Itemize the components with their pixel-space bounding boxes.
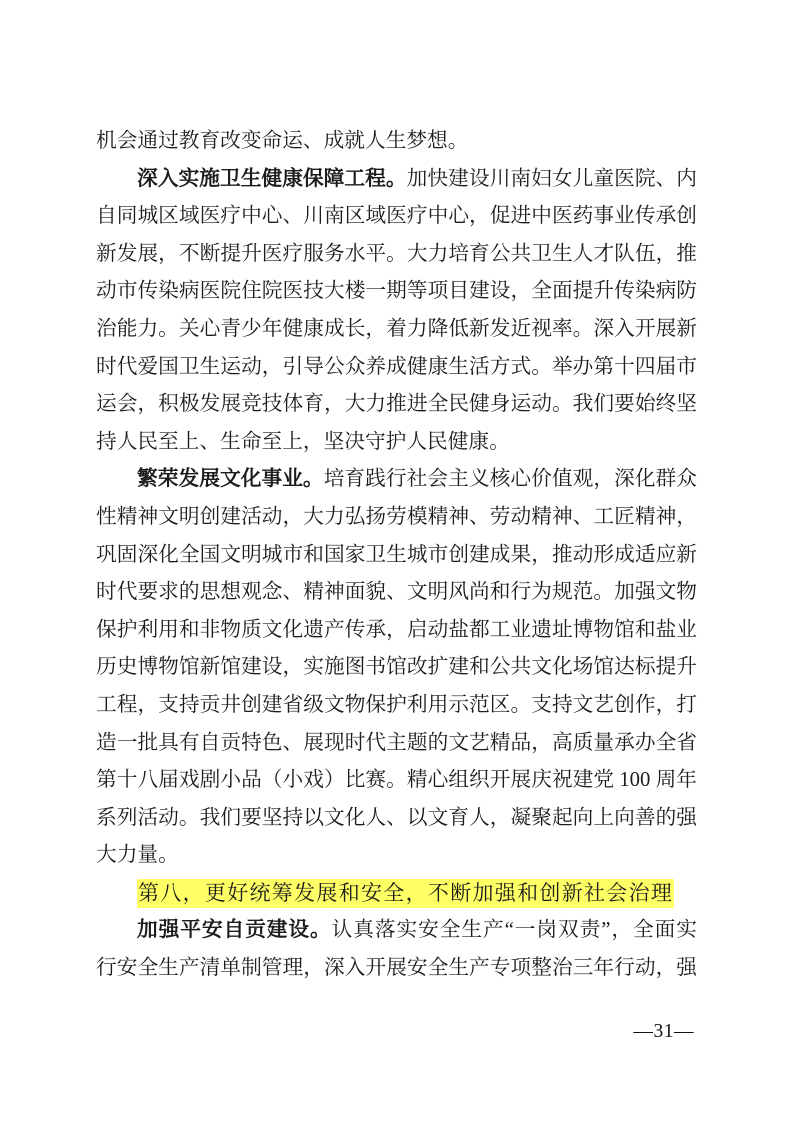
body-text: 行安全生产清单制管理，深入开展安全生产专项整治三年行动，强 — [96, 957, 697, 980]
body-text: 治能力。关心青少年健康成长，着力降低新发近视率。深入开展新 — [96, 317, 697, 340]
section-heading-line — [96, 875, 697, 913]
text-line — [96, 762, 697, 800]
text-line — [96, 311, 697, 349]
body-text: 时代要求的思想观念、精神面貌、文明风尚和行为规范。加强文物 — [96, 581, 697, 604]
text-line — [96, 612, 697, 650]
text-line — [96, 687, 697, 725]
body-text: 机会通过教育改变命运、成就人生梦想。 — [96, 130, 469, 152]
body-text: 保护利用和非物质文化遗产传承，启动盐都工业遗址博物馆和盐业 — [96, 618, 697, 641]
text-line — [96, 574, 697, 612]
text-line — [96, 725, 697, 763]
text-line — [96, 649, 697, 687]
text-line — [96, 837, 697, 875]
document-body — [96, 123, 697, 988]
body-text: 造一批具有自贡特色、展现时代主题的文艺精品，高质量承办全省 — [96, 731, 697, 754]
text-line — [96, 161, 697, 199]
body-text: 培育践行社会主义核心价值观，深化群众 — [323, 468, 697, 491]
page-number: —31— — [633, 1021, 694, 1042]
text-line — [96, 236, 697, 274]
text-line — [96, 499, 697, 537]
text-line — [96, 950, 697, 988]
body-text: 时代爱国卫生运动，引导公众养成健康生活方式。举办第十四届市 — [96, 355, 697, 378]
text-line — [96, 198, 697, 236]
body-text: 运会，积极发展竞技体育，大力推进全民健身运动。我们要始终坚 — [96, 393, 697, 416]
body-text: 持人民至上、生命至上，坚决守护人民健康。 — [96, 430, 510, 453]
text-line — [96, 273, 697, 311]
body-text: 工程，支持贡井创建省级文物保护利用示范区。支持文艺创作，打 — [96, 693, 697, 716]
body-text: 认真落实安全生产“一岗双责”，全面实 — [331, 919, 697, 942]
body-text: 性精神文明创建活动，大力弘扬劳模精神、劳动精神、工匠精神， — [96, 505, 697, 528]
text-line — [96, 349, 697, 387]
body-text: 加快建设川南妇女儿童医院、内 — [406, 167, 697, 190]
body-text: 新发展，不断提升医疗服务水平。大力培育公共卫生人才队伍，推 — [96, 242, 697, 265]
body-text: 大力量。 — [96, 844, 179, 867]
text-line — [96, 424, 697, 462]
text-line — [96, 123, 697, 161]
body-text: 巩固深化全国文明城市和国家卫生城市创建成果，推动形成适应新 — [96, 543, 697, 566]
highlighted-heading-text: 第八，更好统筹发展和安全，不断加强和创新社会治理 — [137, 879, 674, 908]
body-text: 历史博物馆新馆建设，实施图书馆改扩建和公共文化场馆达标提升 — [96, 656, 697, 679]
text-line — [96, 461, 697, 499]
text-line — [96, 386, 697, 424]
bold-lead-text: 繁荣发展文化事业。 — [137, 468, 324, 491]
text-line — [96, 912, 697, 950]
body-text: 第十八届戏剧小品（小戏）比赛。精心组织开展庆祝建党 100 周年 — [96, 769, 697, 792]
body-text: 系列活动。我们要坚持以文化人、以文育人，凝聚起向上向善的强 — [96, 806, 697, 829]
bold-lead-text: 加强平安自贡建设。 — [137, 919, 332, 942]
body-text: 动市传染病医院住院医技大楼一期等项目建设，全面提升传染病防 — [96, 280, 697, 303]
text-line — [96, 800, 697, 838]
text-line — [96, 537, 697, 575]
bold-lead-text: 深入实施卫生健康保障工程。 — [137, 167, 407, 190]
body-text: 自同城区域医疗中心、川南区域医疗中心，促进中医药事业传承创 — [96, 205, 697, 228]
